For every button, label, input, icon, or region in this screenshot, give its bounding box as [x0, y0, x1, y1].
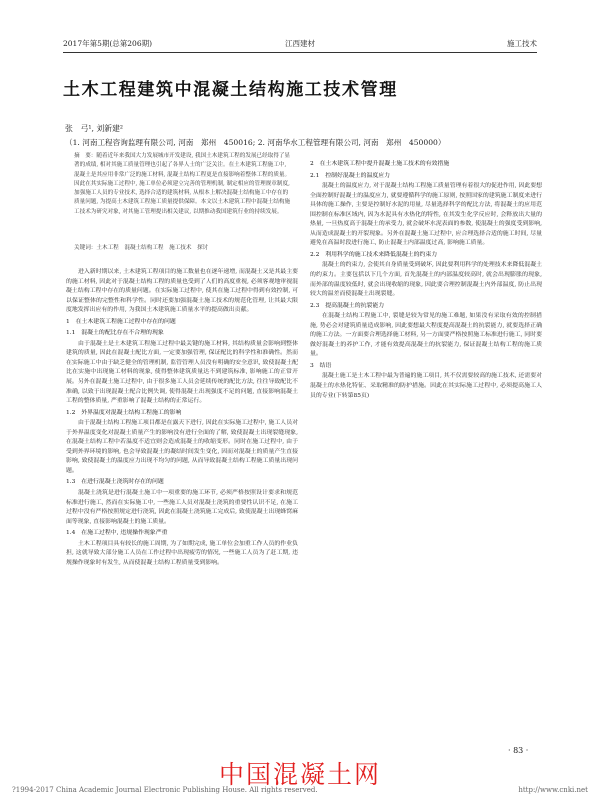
header-section: 施工技术: [507, 39, 537, 48]
paragraph: 混凝土施工是土木工程中最为普遍的施工项目, 其不仅需要较高的施工技术, 还需要对混凝土的水热化特征、采取精准的防护措施。因此在其实际施工过程中, 必须提高施工人员的专业(下转第85页): [310, 373, 542, 399]
section-heading: 2 在土木建筑工程中提升混凝土施工技术的有效措施: [310, 161, 450, 167]
header-rule: [63, 52, 537, 53]
left-column: [66, 268, 298, 568]
article-title: 土木工程建筑中混凝土结构施工技术管理: [63, 80, 398, 100]
section-heading: 1 在土木建筑工程施工过程中存在的问题: [66, 318, 176, 325]
paragraph: 进入新时期以来, 土木建筑工程项目的施工数量也在逐年递增, 而混凝土又是其最主要的施工材料, 因此对于混凝土结构工程的质量也受到了人们的高度重视, 必须客观地审视混凝土结构工程中存在的质量问题。在实际施工过程中, 使其在施工过程中得到有效控制, 可以保证整体的完整性和科学性。同时还要加强混凝土施工技术的规范化管理, 让其最大限度地发挥出应有的作用, 为我国土木建筑施工质量水平的提高做出贡献。: [66, 269, 298, 314]
paragraph: 混凝土的温度应力, 对于混凝土结构工程施工质量管理有着很大的促进作用, 因此要想全面控制好混凝土的温度应力, 就要遵循科学的施工原则, 按照国家的建筑施工制度来进行具体的施工操作, 主要是控制好水泥的用量, 尽量选择科学的配比方法, 将混凝土的应用范围控制在标准区域内, 因为水泥具有水热化的特性, 在其发生化学反应时, 会释放出大量的热量, 一旦热度高于混凝土的承受力, 就会破坏水泥表面的参数, 使混凝土的强度受到影响, 从而造成混凝土的开裂现象。另外在混凝土施工过程中, 应合理选择合适的施工时间, 尽量避免在高温时段进行施工, 防止混凝土内部温度过高, 影响施工质量。: [310, 183, 542, 247]
subsection-heading: 1.1 混凝土的配比存在不合理的现象: [66, 330, 164, 337]
abstract: 摘 要：随着近年来我国大力发展城市开发建设, 我国土木建筑工程的发展已经取得了显著的成绩, 相对其施工质量管理也引起了各界人士的广泛关注。在土木建筑工程施工中, 混凝土是其应用非常广泛的施工材料, 混凝土结构工程更是直接影响着整体工程的质量。因此在其实际施工过程中, 施工单位必须建立完善的管理机制, 制定相应的管理规章制度, 加强施工人员的专业技术, 选择合适的建筑材料, 从根本上解决混凝土结构施工中存在的质量问题, 为提高土木建筑工程施工质量提供保障。本文以土木建筑工程中混凝土结构施工技术为研究对象, 对其施工管理提出相关建议, 以期推动我国建筑行业的持续发展。: [74, 153, 291, 215]
section-heading: 3 结语: [310, 362, 332, 369]
keywords: 关键词：土木工程 混凝土结构工程 施工技术 探讨: [74, 245, 209, 251]
subsection-heading: 1.2 外界温度对混凝土结构工程施工的影响: [66, 409, 182, 416]
footer-copyright: ?1994-2017 China Academic Journal Electronic Publishing House. All rights reserved.: [12, 786, 318, 794]
paragraph: 由于混凝土结构工程施工项目都是在露天下进行, 因此在实际施工过程中, 施工人员对于外界温度变化对混凝土质量产生的影响没有进行全面的了解, 致使混凝土出现裂缝现象, 在混凝土结构工程中若温度不适宜则会造成混凝土的收缩变形。同时在施工过程中, 由于受到外界环境的影响, 也会导致混凝土的凝结时间发生变化, 因而对混凝土的质量产生直接影响, 致使混凝土的温度应力出现不均匀的问题, 从而导致混凝土结构工程施工质量出现问题。: [66, 420, 298, 474]
subsection-heading: 2.1 控制好混凝土的温度应力: [310, 172, 391, 179]
author-line: 张 弓¹, 刘新建²: [65, 124, 123, 133]
watermark-logo: 中国混凝土网: [218, 760, 381, 789]
paragraph: 混凝土的约束力, 会使其自身质量受到破坏, 因此要利用科学的处理技术来降低混凝土的约束力。主要包括以下几个方面, 首先混凝土的内部温度较高时, 就会出现膨胀的现象, 而外部的温度较低时, 就会出现收缩的现象, 因此要合理控制混凝土内外部温度, 防止出现较大的温差而使混凝土出现裂缝。: [310, 262, 542, 298]
subsection-heading: 1.3 在进行混凝土浇筑时存在的问题: [66, 479, 164, 486]
header-issue: 2017年第5期(总第206期): [63, 39, 153, 48]
paragraph: 混凝土浇筑是进行混凝土施工中一项重要的施工环节, 必须严格按照设计要求和规范标准进行施工, 然而在实际施工中, 一些施工人员对混凝土浇筑的重要性认识不足, 在施工过程中没有严格按照规定进行浇筑, 因此在混凝土浇筑施工完成后, 致使混凝土出现蜂窝麻面等现象, 直接影响混凝土的施工质量。: [66, 490, 298, 525]
affiliation-line: （1. 河南工程咨询监理有限公司, 河南 郑州 450016; 2. 河南华水工程管理有限公司, 河南 郑州 450000）: [65, 138, 446, 147]
page-number: · 83 ·: [508, 746, 529, 755]
footer: [0, 786, 600, 798]
right-column: [310, 158, 542, 401]
paragraph: 由于混凝土是土木建筑工程施工过程中最关键的施工材料, 其结构质量会影响到整体建筑的质量, 因此在混凝土配比方面, 一定要加强管理, 保证配比的科学性和准确性。然而在实际施工中由于缺乏健全的管理机制, 监管管理人员没有明确的安全意识, 致使混凝土配比在实施中出现施工材料的现象, 使得整体建筑质量达不到建筑标准, 影响施工的正常开展。另外在混凝土施工过程中, 由于很多施工人员会延续传统的配比方法, 往往导致配比不准确, 以致于出现混凝土配合比例失调, 使得混凝土出现强度不足的问题, 直接影响混凝土工程的整体质量, 严重影响了混凝土结构的正常运行。: [66, 340, 298, 405]
subsection-heading: 2.3 提高混凝土的抗裂能力: [310, 302, 385, 309]
header-journal: 江西建材: [285, 39, 315, 48]
subsection-heading: 1.4 在施工过程中, 违规操作现象严重: [66, 530, 168, 537]
paragraph: 在混凝土结构工程施工中, 裂缝是较为常见的施工难题, 如果没有采取有效的控制措施, 势必会对建筑质量造成影响, 因此要想最大程度提高混凝土的抗裂能力, 就要选择正确的施工方法。一方面要合理选择施工材料, 另一方面要严格按照施工标准进行施工, 同时要做好混凝土的养护工作, 才能有效提高混凝土的抗裂能力, 保证混凝土结构工程的施工质量。: [310, 313, 542, 358]
subsection-heading: 2.2 利用科学的施工技术来降低混凝土的约束力: [310, 251, 438, 258]
footer-url: http://www.cnki.net: [518, 786, 588, 794]
paragraph: 土木工程项目具有较长的施工周期, 为了如期完成, 施工单位会加重工作人员的作业负担, 这就导致大部分施工人员在工作过程中出现疲劳的情况, 一些施工人员为了赶工期, 违规操作现象时有发生, 从而使混凝土结构工程质量受到影响。: [66, 540, 298, 566]
running-header: [63, 38, 537, 50]
